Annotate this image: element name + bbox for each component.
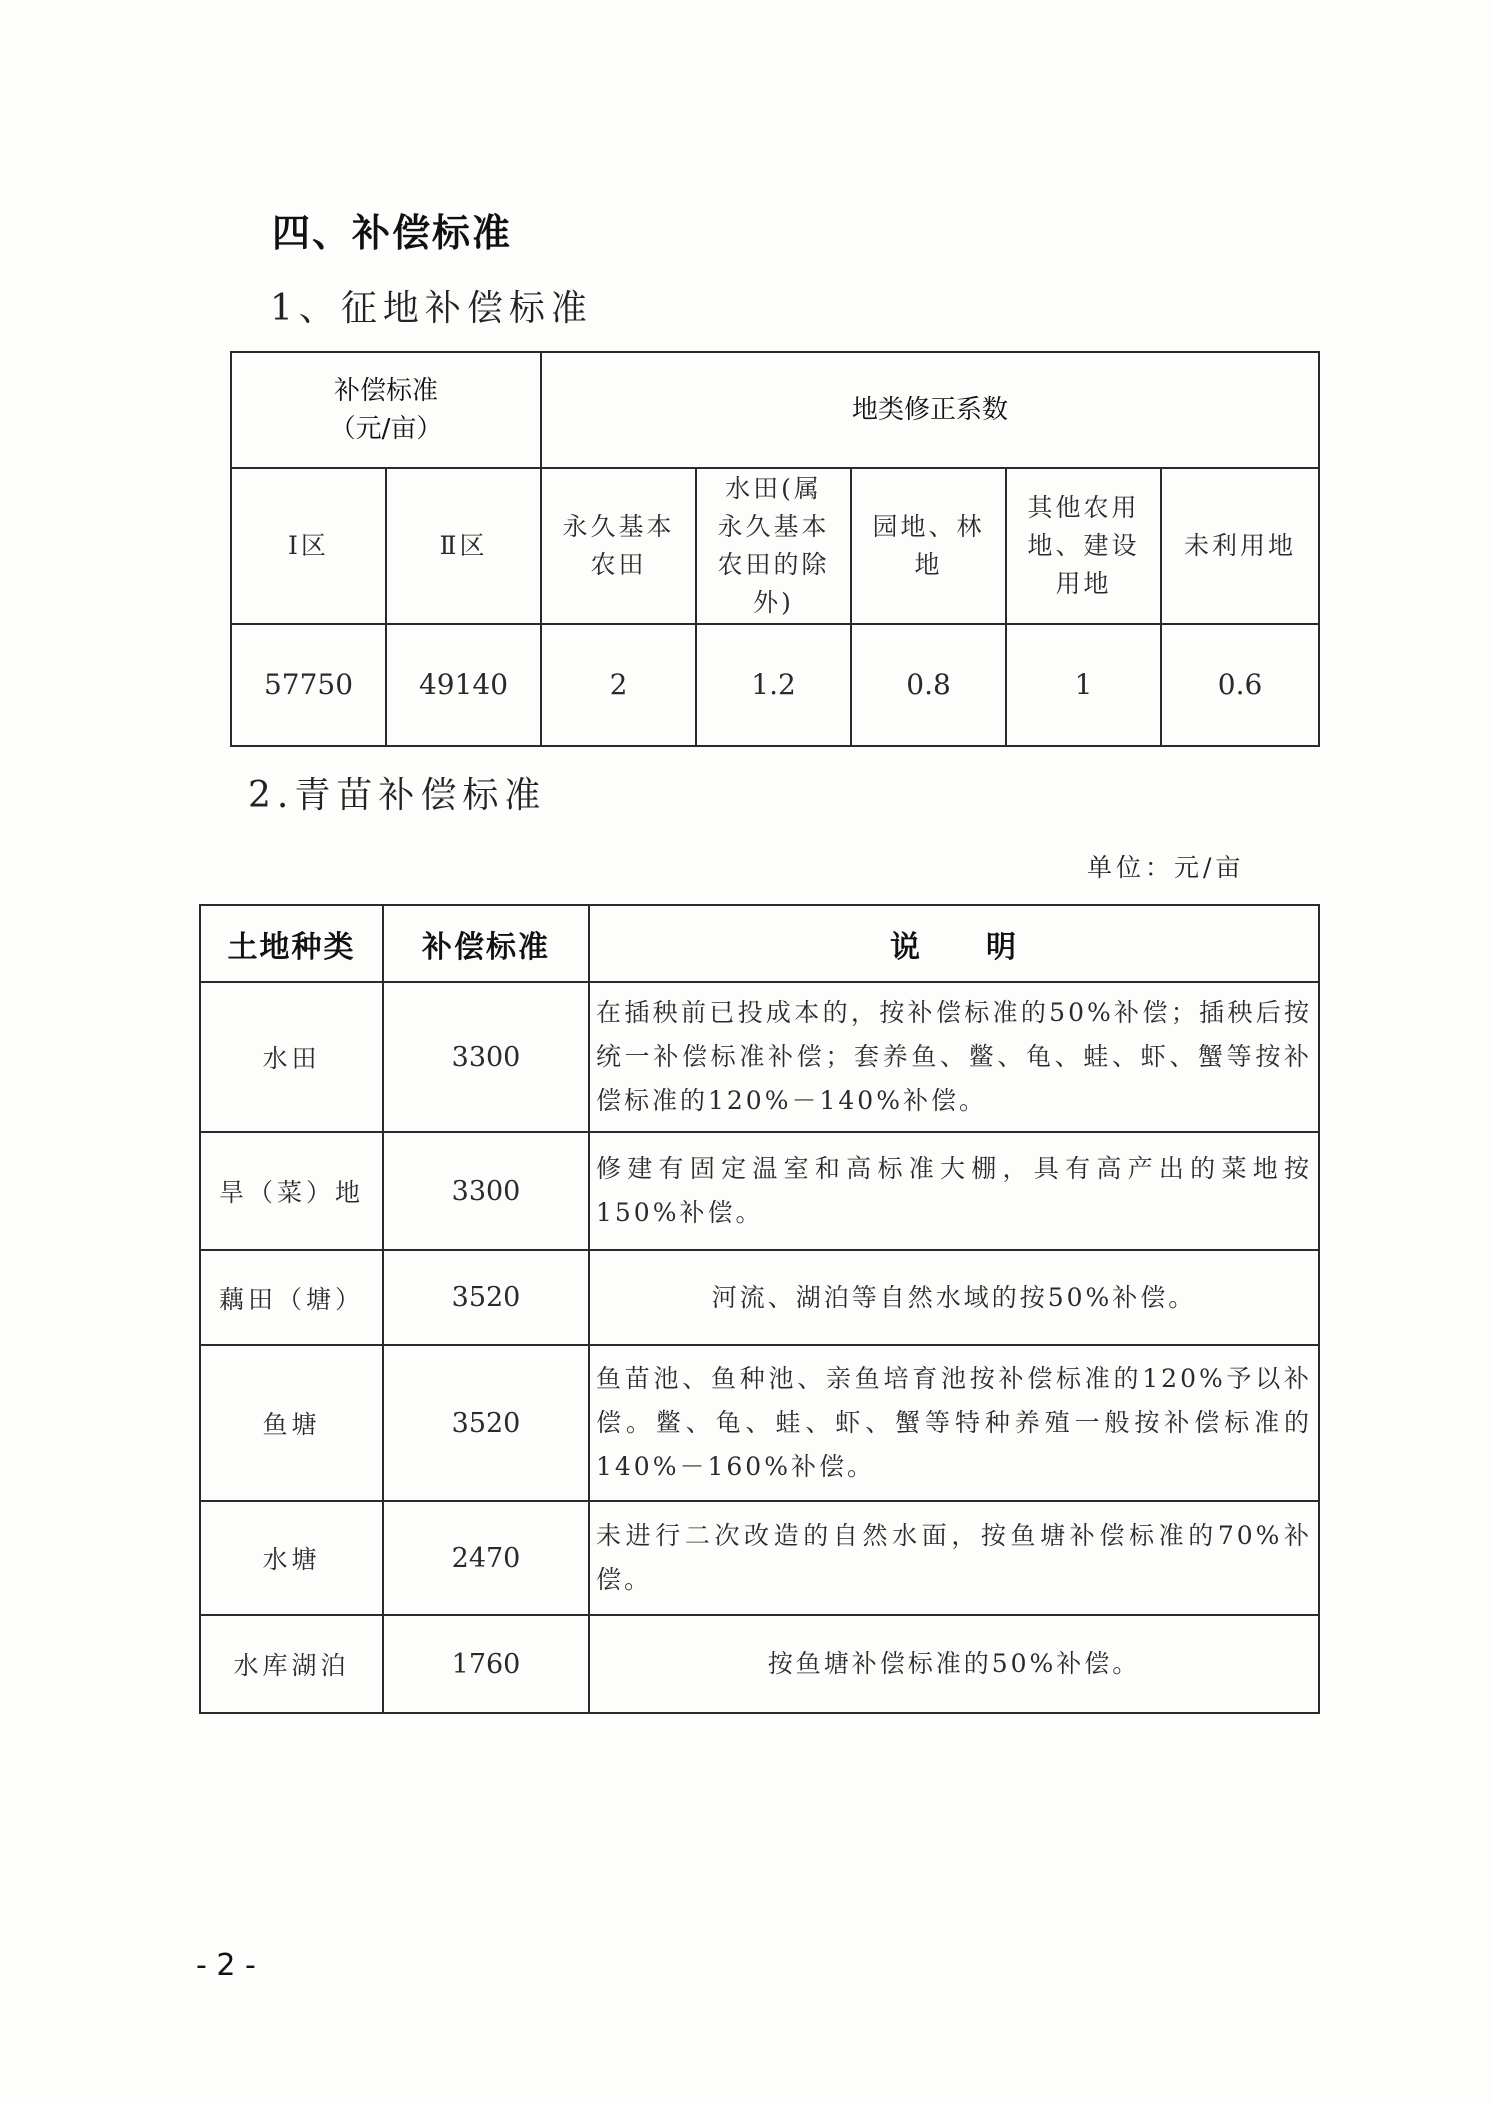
subheader-line: 园地、林 <box>872 512 985 541</box>
land-type-cell: 水库湖泊 <box>200 1615 383 1713</box>
subheader-cell <box>1161 468 1319 624</box>
subheader-line: Ⅱ区 <box>439 531 488 560</box>
land-type-cell: 藕田（塘） <box>200 1250 383 1345</box>
subheader-line: 未利用地 <box>1184 531 1297 560</box>
crop-compensation-title: 2.青苗补偿标准 <box>248 775 547 816</box>
land-acquisition-table <box>230 351 1320 747</box>
subheader-line: 用地 <box>1055 569 1112 598</box>
subheader-line: 地 <box>914 550 943 579</box>
description-cell: 在插秧前已投成本的，按补偿标准的50%补偿；插秧后按统一补偿标准补偿；套养鱼、鳖、龟、蛙、虾、蟹等按补偿标准的120%－140%补偿。 <box>589 982 1319 1132</box>
table-row <box>200 982 1319 1132</box>
standard-cell: 1760 <box>383 1615 589 1713</box>
subheader-line: 地、建设 <box>1027 531 1140 560</box>
subheader-line: 水田(属 <box>725 474 822 503</box>
table-row <box>200 1250 1319 1345</box>
subheader-line: 外) <box>753 588 794 617</box>
table-row <box>200 1501 1319 1615</box>
coefficient-value-cell: 1 <box>1006 624 1161 746</box>
table-row <box>200 1615 1319 1713</box>
subheader-line: Ⅰ区 <box>288 531 329 560</box>
land-type-cell: 水田 <box>200 982 383 1132</box>
standard-cell: 3520 <box>383 1345 589 1501</box>
subheader-line: 永久基本 <box>562 512 675 541</box>
table-header-row <box>200 905 1319 982</box>
subheader-line: 农田 <box>590 550 647 579</box>
coefficient-value-cell: 0.6 <box>1161 624 1319 746</box>
subheader-cell <box>386 468 541 624</box>
subheader-line: 其他农用 <box>1027 493 1140 522</box>
land-type-cell: 水塘 <box>200 1501 383 1615</box>
standard-cell: 3300 <box>383 1132 589 1250</box>
coefficient-header-cell <box>541 352 1319 468</box>
land-type-cell: 旱（菜）地 <box>200 1132 383 1250</box>
subheader-cell <box>851 468 1006 624</box>
compensation-value-cell: 49140 <box>386 624 541 746</box>
table-row <box>200 1132 1319 1250</box>
coefficient-value-cell: 1.2 <box>696 624 851 746</box>
standard-header: 补偿标准 <box>334 376 439 406</box>
table-row <box>200 1345 1319 1501</box>
description-cell: 鱼苗池、鱼种池、亲鱼培育池按补偿标准的120%予以补偿。鳖、龟、蛙、虾、蟹等特种养殖一般按补偿标准的140%－160%补偿。 <box>589 1345 1319 1501</box>
unit-note: 单位：元/亩 <box>1087 853 1245 882</box>
subheader-line: 永久基本 <box>717 512 830 541</box>
description-cell: 按鱼塘补偿标准的50%补偿。 <box>589 1615 1319 1713</box>
land-acquisition-title: 1、征地补偿标准 <box>270 288 593 329</box>
header-land-type: 土地种类 <box>200 905 383 982</box>
description-cell: 河流、湖泊等自然水域的按50%补偿。 <box>589 1250 1319 1345</box>
standard-cell: 3300 <box>383 982 589 1132</box>
subheader-cell <box>231 468 386 624</box>
section-heading: 四、补偿标准 <box>272 211 513 255</box>
coefficient-value-cell: 0.8 <box>851 624 1006 746</box>
page-number: - 2 - <box>196 1948 256 1983</box>
description-cell: 修建有固定温室和高标准大棚，具有高产出的菜地按150%补偿。 <box>589 1132 1319 1250</box>
standard-cell: 2470 <box>383 1501 589 1615</box>
subheader-cell <box>541 468 696 624</box>
table-header-row <box>231 352 1319 468</box>
compensation-value-cell: 57750 <box>231 624 386 746</box>
subheader-line: 农田的除 <box>717 550 830 579</box>
land-type-cell: 鱼塘 <box>200 1345 383 1501</box>
subheader-cell <box>1006 468 1161 624</box>
header-standard: 补偿标准 <box>383 905 589 982</box>
subheader-cell <box>696 468 851 624</box>
table-row <box>231 624 1319 746</box>
table-subheader-row <box>231 468 1319 624</box>
coefficient-header: 地类修正系数 <box>852 395 1009 425</box>
description-cell: 未进行二次改造的自然水面，按鱼塘补偿标准的70%补偿。 <box>589 1501 1319 1615</box>
coefficient-value-cell: 2 <box>541 624 696 746</box>
header-description: 说 明 <box>589 905 1319 982</box>
standard-header-cell <box>231 352 541 468</box>
standard-unit: （元/亩） <box>329 414 443 444</box>
crop-compensation-table <box>199 904 1320 1714</box>
standard-cell: 3520 <box>383 1250 589 1345</box>
